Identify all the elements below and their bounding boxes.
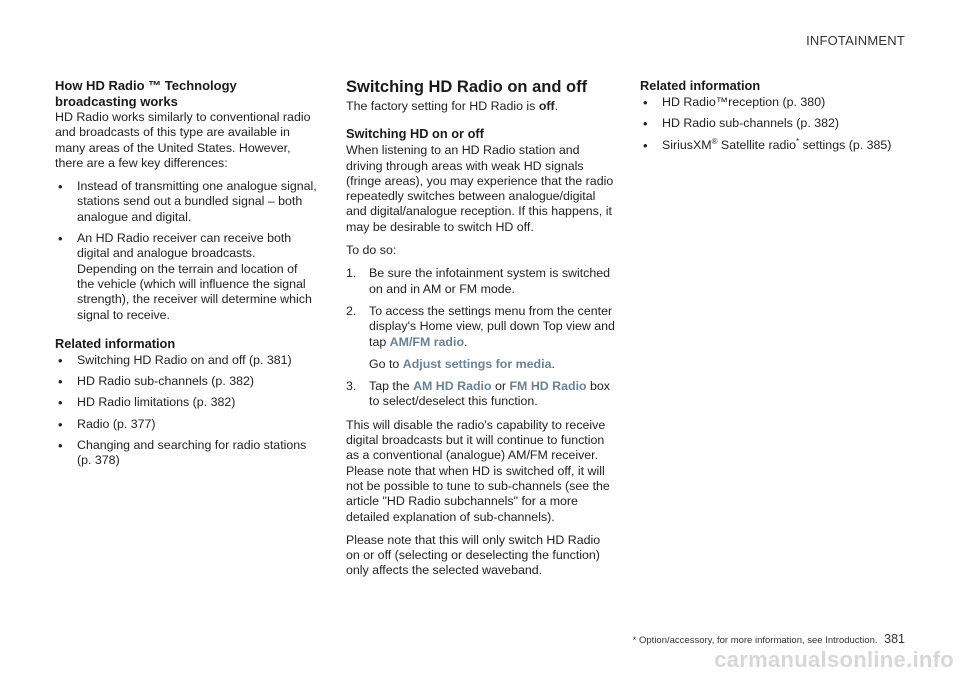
page-footer	[633, 632, 905, 646]
list-item: • Instead of transmitting one analogue signal, stations send out a bundled signal – both analogue and digital.	[55, 179, 317, 225]
factory-setting	[346, 99, 616, 114]
factory-end: .	[554, 99, 559, 113]
page-title: Switching HD Radio on and off	[346, 78, 588, 96]
fm-hd-radio-button[interactable]: FM HD Radio	[509, 379, 587, 394]
am-hd-radio-button[interactable]: AM HD Radio	[413, 379, 492, 394]
step-3	[346, 379, 616, 410]
adjust-settings-media-button[interactable]: Adjust settings for media	[402, 356, 552, 371]
related-link[interactable]: • HD Radio limitations (p. 382)	[55, 395, 317, 410]
todo-text: To do so:	[346, 243, 397, 258]
related-heading: Related information	[55, 335, 176, 351]
related-text: SiriusXM	[662, 137, 712, 152]
step-number: 2.	[346, 303, 357, 318]
step-1	[346, 266, 616, 297]
paragraph-1: When listening to an HD Radio station and driving through areas with weak HD signals (fringe areas), you may experience that the radio repeatedly switches between analogue/digital and digital/analogue reception. If this happens, it may be desirable to switch HD off.	[346, 143, 614, 234]
related-text: settings (p. 385)	[799, 137, 892, 152]
option-asterisk: *	[796, 136, 800, 146]
column-middle	[346, 78, 616, 587]
registered-mark: ®	[711, 136, 718, 146]
or-text: or	[491, 379, 510, 394]
page-number: 381	[884, 632, 905, 646]
section-heading-line1: How HD Radio ™ Technology	[55, 78, 237, 93]
watermark: carmanualsonline.info	[714, 647, 954, 672]
sub-heading: Switching HD on or off	[346, 126, 484, 142]
goto-text: Go to	[369, 356, 403, 371]
related-link[interactable]: • HD Radio™reception (p. 380)	[640, 95, 910, 110]
related-link[interactable]: • HD Radio sub-channels (p. 382)	[55, 374, 317, 389]
step-text: Be sure the infotainment system is switched on and in AM or FM mode.	[369, 266, 611, 296]
differences-list	[55, 179, 317, 323]
related-link[interactable]: • HD Radio sub-channels (p. 382)	[640, 116, 910, 131]
steps-list	[346, 266, 616, 409]
step-text: Tap the	[369, 379, 414, 394]
intro-paragraph: HD Radio works similarly to conventional radio and broadcasts of this type are available in many areas of the United States. However, there are a few key differences:	[55, 110, 311, 170]
factory-value: off	[538, 99, 555, 113]
related-heading: Related information	[640, 78, 761, 93]
related-list	[640, 95, 910, 153]
step-2	[346, 304, 616, 372]
factory-text: The factory setting for HD Radio is	[346, 99, 539, 113]
related-list	[55, 353, 317, 469]
section-heading-line2: broadcasting works	[55, 94, 178, 109]
step-sub	[369, 357, 616, 372]
paragraph-3: Please note that this will only switch HD Radio on or off (selecting or deselecting the function) only affects the selected waveband.	[346, 532, 601, 578]
footer-note: * Option/accessory, for more information, see Introduction.	[632, 635, 878, 646]
related-text: Satellite radio	[717, 137, 797, 152]
step-number: 3.	[346, 379, 357, 394]
step-end: .	[464, 334, 468, 349]
am-fm-radio-button[interactable]: AM/FM radio	[389, 334, 465, 349]
related-link[interactable]: • Changing and searching for radio stations (p. 378)	[55, 438, 317, 469]
related-link[interactable]: • Switching HD Radio on and off (p. 381)	[55, 353, 317, 368]
related-link[interactable]	[640, 138, 910, 153]
column-right	[640, 78, 910, 159]
list-item: • An HD Radio receiver can receive both digital and analogue broadcasts. Depending on the terrain and location of the vehicle (which will influence the signal strength), the receiver will determine which signal to receive.	[55, 231, 317, 323]
paragraph-2: This will disable the radio's capability to receive digital broadcasts but it will continue to function as a conventional (analogue) AM/FM receiver. Please note that when HD is switched off, it will not be possible to tune to sub-channels (see the article "HD Radio subchannels" for a more detailed explanation of sub-channels).	[346, 417, 610, 524]
step-end: box to select/deselect this function.	[369, 379, 610, 409]
step-text: To access the settings menu from the center display's Home view, pull down Top view and tap	[369, 303, 615, 349]
related-link[interactable]: • Radio (p. 377)	[55, 417, 317, 432]
column-left	[55, 78, 317, 475]
step-number: 1.	[346, 266, 357, 281]
running-header: INFOTAINMENT	[806, 33, 905, 48]
goto-end: .	[551, 356, 555, 371]
